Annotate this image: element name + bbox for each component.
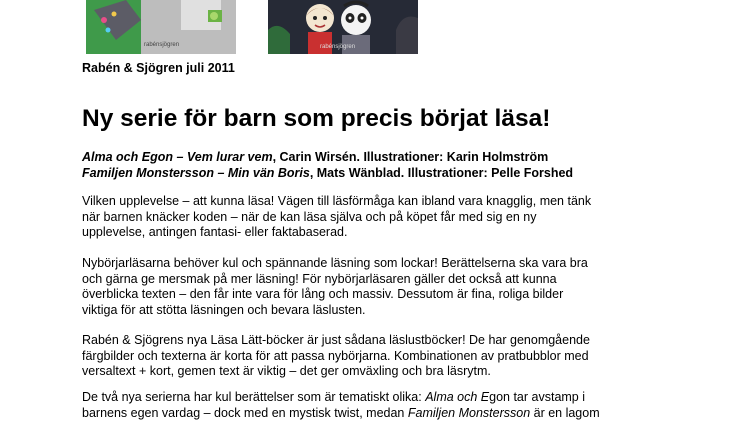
text-line: upplevelse, antingen fantasi- eller faktabaserad. xyxy=(82,225,702,241)
credit-details: , Mats Wänblad. Illustrationer: Pelle Forshed xyxy=(310,166,573,180)
paragraph-intro xyxy=(82,194,702,241)
text-line: Vilken upplevelse – att kunna läsa! Vägen till läsförmåga kan ibland vara knagglig, men tänk xyxy=(82,194,702,210)
text-fragment: De två nya serierna har kul berättelser som är tematiskt olika: xyxy=(82,390,425,404)
text-line: Rabén & Sjögrens nya Läsa Lätt-böcker är just sådana läslustböcker! De har genomgående xyxy=(82,333,702,349)
text-fragment: barnens egen vardag – dock med en mystisk twist, medan xyxy=(82,406,408,420)
text-line: och gärna ge mersmak på mer läsning! För nybörjarläsaren gäller det också att kunna xyxy=(82,272,702,288)
text-line: färgbilder och texterna är korta för att passa nybörjarna. Kombinationen av pratbubblor med xyxy=(82,349,702,365)
page-title: Ny serie för barn som precis börjat läsa! xyxy=(82,103,550,135)
cover-publisher-logo: rabénsjögren xyxy=(144,42,179,48)
paragraph-books xyxy=(82,333,702,380)
text-line: versaltext + kort, gemen text är viktig – det ger omväxling och bra läsrytm. xyxy=(82,364,702,380)
credit-line xyxy=(82,166,573,182)
dateline: Rabén & Sjögren juli 2011 xyxy=(82,61,235,75)
book-title-inline: Alma och E xyxy=(425,390,489,404)
text-fragment: gon tar avstamp i xyxy=(489,390,585,404)
paragraph-series xyxy=(82,390,702,421)
book-title: Alma och Egon – Vem lurar vem xyxy=(82,150,273,164)
credit-details: , Carin Wirsén. Illustrationer: Karin Holmström xyxy=(273,150,549,164)
text-line: viktiga för att stötta läsningen och bevara läslusten. xyxy=(82,303,702,319)
book-title: Familjen Monstersson – Min vän Boris xyxy=(82,166,310,180)
paragraph-readers xyxy=(82,256,702,318)
book-title-inline: Familjen Monstersson xyxy=(408,406,530,420)
text-line: när barnen knäcker koden – när de kan läsa själva och på köpet får med sig en ny xyxy=(82,210,702,226)
book-credits xyxy=(82,150,573,181)
credit-line xyxy=(82,150,573,166)
text-line xyxy=(82,390,702,406)
text-fragment: är en lagom xyxy=(530,406,599,420)
book-cover-familjen-monstersson xyxy=(268,0,418,54)
book-cover-alma-och-egon xyxy=(86,0,236,54)
text-line: Nybörjarläsarna behöver kul och spännande läsning som lockar! Berättelserna ska vara bra xyxy=(82,256,702,272)
cover-publisher-logo: rabénsjögren xyxy=(320,44,355,50)
text-line: överblicka texten – den får inte vara för lång och massiv. Dessutom är fina, roliga bilder xyxy=(82,287,702,303)
